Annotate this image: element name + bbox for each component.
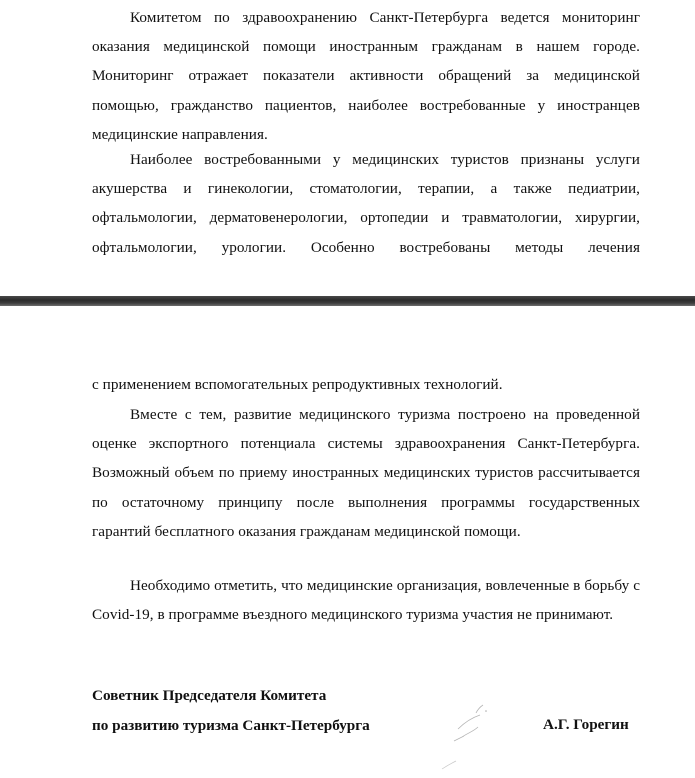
- signatory-title-line-2: по развитию туризма Санкт-Петербурга: [92, 716, 370, 734]
- paragraph-continuation: с применением вспомогательных репродуктивных технологий.: [92, 376, 503, 393]
- paragraph-popular-services: Наиболее востребованными у медицинских туристов признаны услуги акушерства и гинекологии, стоматологии, терапии, а также педиатрии, офтальмологии, дерматовенерологии, ортопедии и травматологии, хирургии, офтальмологии, урологии. Особенно востребованы методы лечения: [92, 151, 640, 256]
- signatory-title: [92, 681, 370, 740]
- signatory-title-line-1: Советник Председателя Комитета: [92, 687, 327, 704]
- paragraph-export-potential: Вместе с тем, развитие медицинского туризма построено на проведенной оценке экспортного потенциала системы здравоохранения Санкт-Петербурга. Возможный объем по приему иностранных медицинских туристов рассчитывается по остаточному принципу после выполнения программы государственных гарантий бесплатного оказания гражданам медицинской помощи.: [92, 406, 640, 540]
- document-page-1: [0, 0, 695, 296]
- paragraph-monitoring: Комитетом по здравоохранению Санкт-Петербурга ведется мониторинг оказания медицинской помощи иностранным гражданам в нашем городе. Мониторинг отражает показатели активности обращений за медицинской помощью, гражданство пациентов, наиболее востребованные у иностранцев медицинские направления.: [92, 9, 640, 143]
- signatory-name: А.Г. Горегин: [543, 716, 629, 733]
- paragraph-covid-note: Необходимо отметить, что медицинские организация, вовлеченные в борьбу с Covid-19, в программе въездного медицинского туризма участия не принимают.: [92, 577, 640, 624]
- handwritten-signature: [440, 691, 530, 771]
- document-page-2: [0, 306, 695, 778]
- page-separator: [0, 296, 695, 306]
